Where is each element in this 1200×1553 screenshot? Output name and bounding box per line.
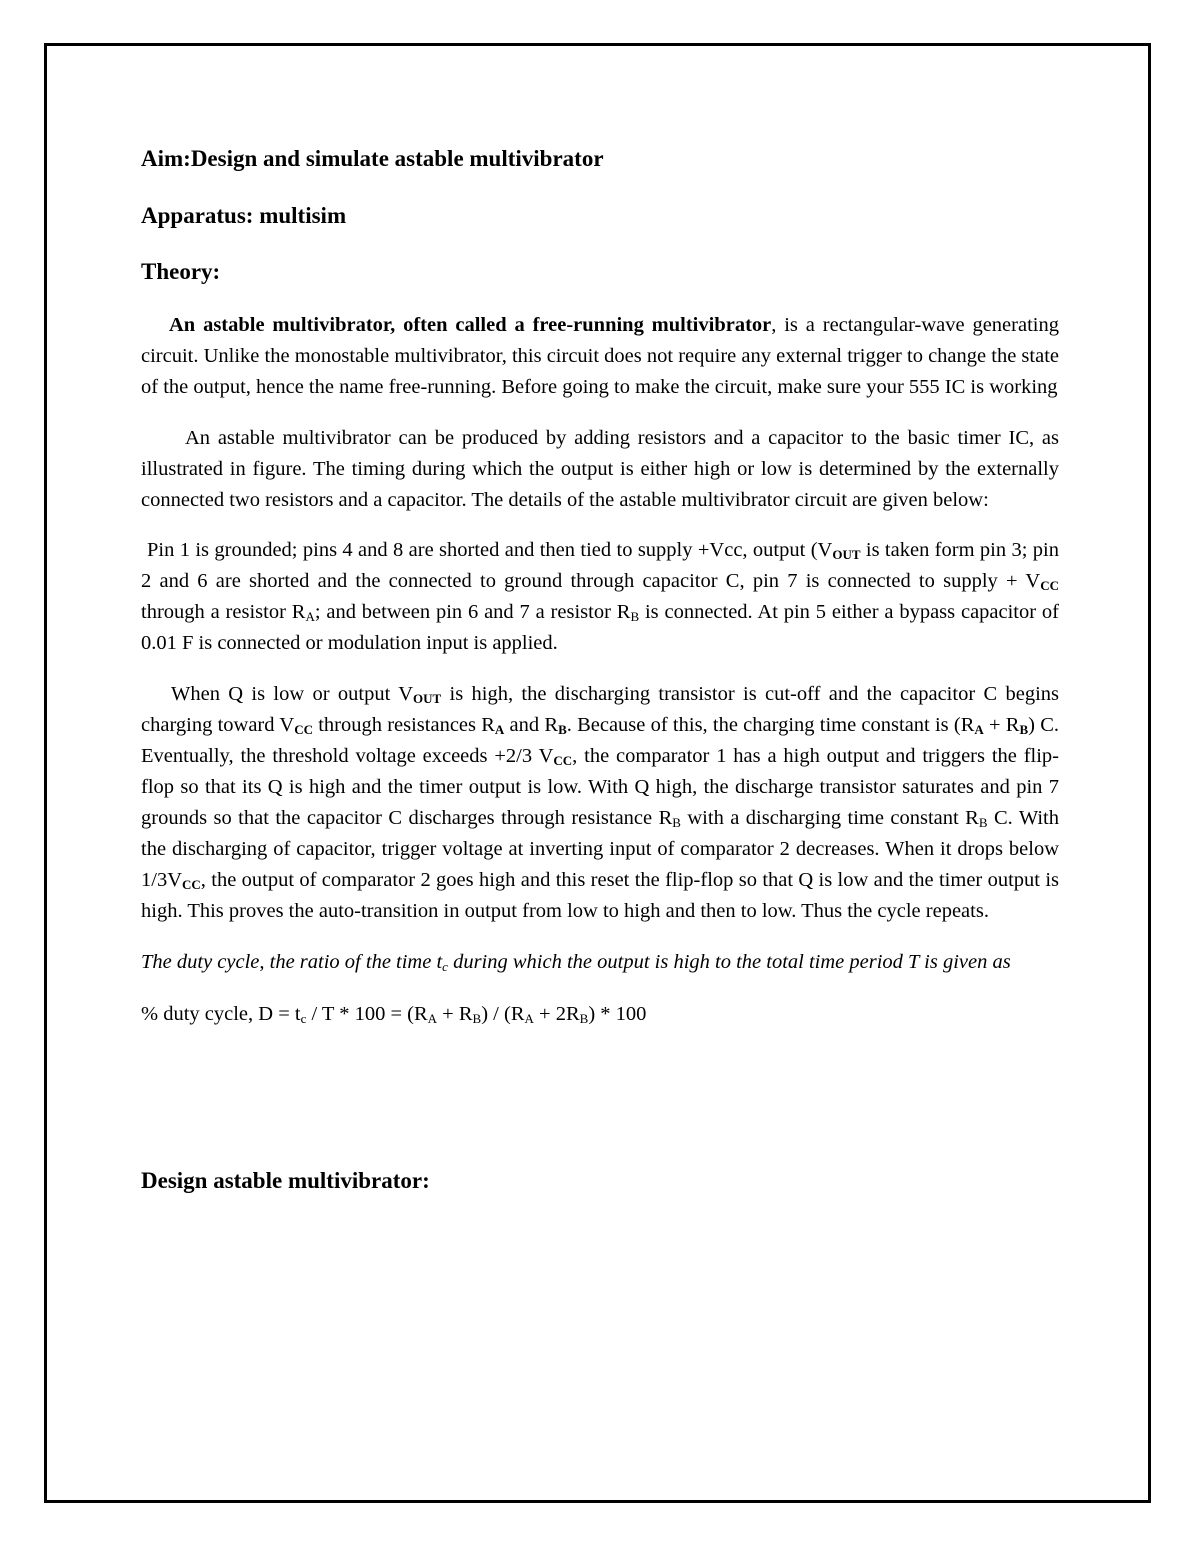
design-heading: Design astable multivibrator: — [141, 1168, 430, 1193]
operation-paragraph: When Q is low or output $V_{OUT}$ is high, the discharging transistor is cut-off and the capacitor C begins charging toward $V_{CC}$ through resistances $R_A$ and $R_B$. Because of this, the charging time constant is $(R_A + R_B)$ C. Eventually, the threshold voltage exceeds +2/3 $V_{CC}$, the comparator 1 has a high output and triggers the flip-flop so that its Q is high and the timer output is low. With Q high, the discharge transistor saturates and pin 7 grounds so that the capacitor C discharges through resistance $R_B$ with a discharging time constant $R_B$ C. With the discharging of capacitor, trigger voltage at inverting input of comparator 2 decreases. When it drops below $1/3V_{CC}$, the output of comparator 2 goes high and this reset the flip-flop so that Q is low and the timer output is high. This proves the auto-transition in output from low to high and then to low. Thus the cycle repeats. — [141, 683, 1060, 922]
theory-paragraph-2: An astable multivibrator can be produced by adding resistors and a capacitor to the basic timer IC, as illustrated in figure. The timing during which the output is either high or low is determined by the externally connected two resistors and a capacitor. The details of the astable multivibrator circuit are given below: — [141, 427, 1059, 511]
apparatus-heading: Apparatus: multisim — [141, 203, 347, 228]
theory-paragraph-1: An astable multivibrator, often called a free-running multivibrator, is a rectangular-wave generating circuit. Unlike the monostable multivibrator, this circuit does not require any external trigger to change the state of the output, hence the name free-running. Before going to make the circuit, make sure your 555 IC is working — [141, 314, 1059, 398]
aim-heading: Aim:Design and simulate astable multivibrator — [141, 146, 604, 171]
pin-description-paragraph: Pin 1 is grounded; pins 4 and 8 are shorted and then tied to supply +Vcc, output ($V_{OUT}$ is taken form pin 3; pin 2 and 6 are shorted and the connected to ground through capacitor C, pin 7 is connected to supply + $V_{CC}$ through a resistor $R_A$; and between pin 6 and 7 a resistor $R_B$ is connected. At pin 5 either a bypass capacitor of 0.01 F is connected or modulation input is applied. — [141, 539, 1060, 654]
free-running-definition: An astable multivibrator, often called a free-running multivibrator — [169, 314, 772, 336]
duty-cycle-definition: The duty cycle, the ratio of the time $t_c$ during which the output is high to the total time period T is given as — [141, 951, 1011, 974]
document-body — [141, 140, 1059, 1196]
duty-cycle-formula: % duty cycle, $D = t_c / T * 100 = (R_A + R_B) / (R_A + 2R_B) * 100$ — [141, 1003, 647, 1026]
theory-heading: Theory: — [141, 259, 221, 284]
